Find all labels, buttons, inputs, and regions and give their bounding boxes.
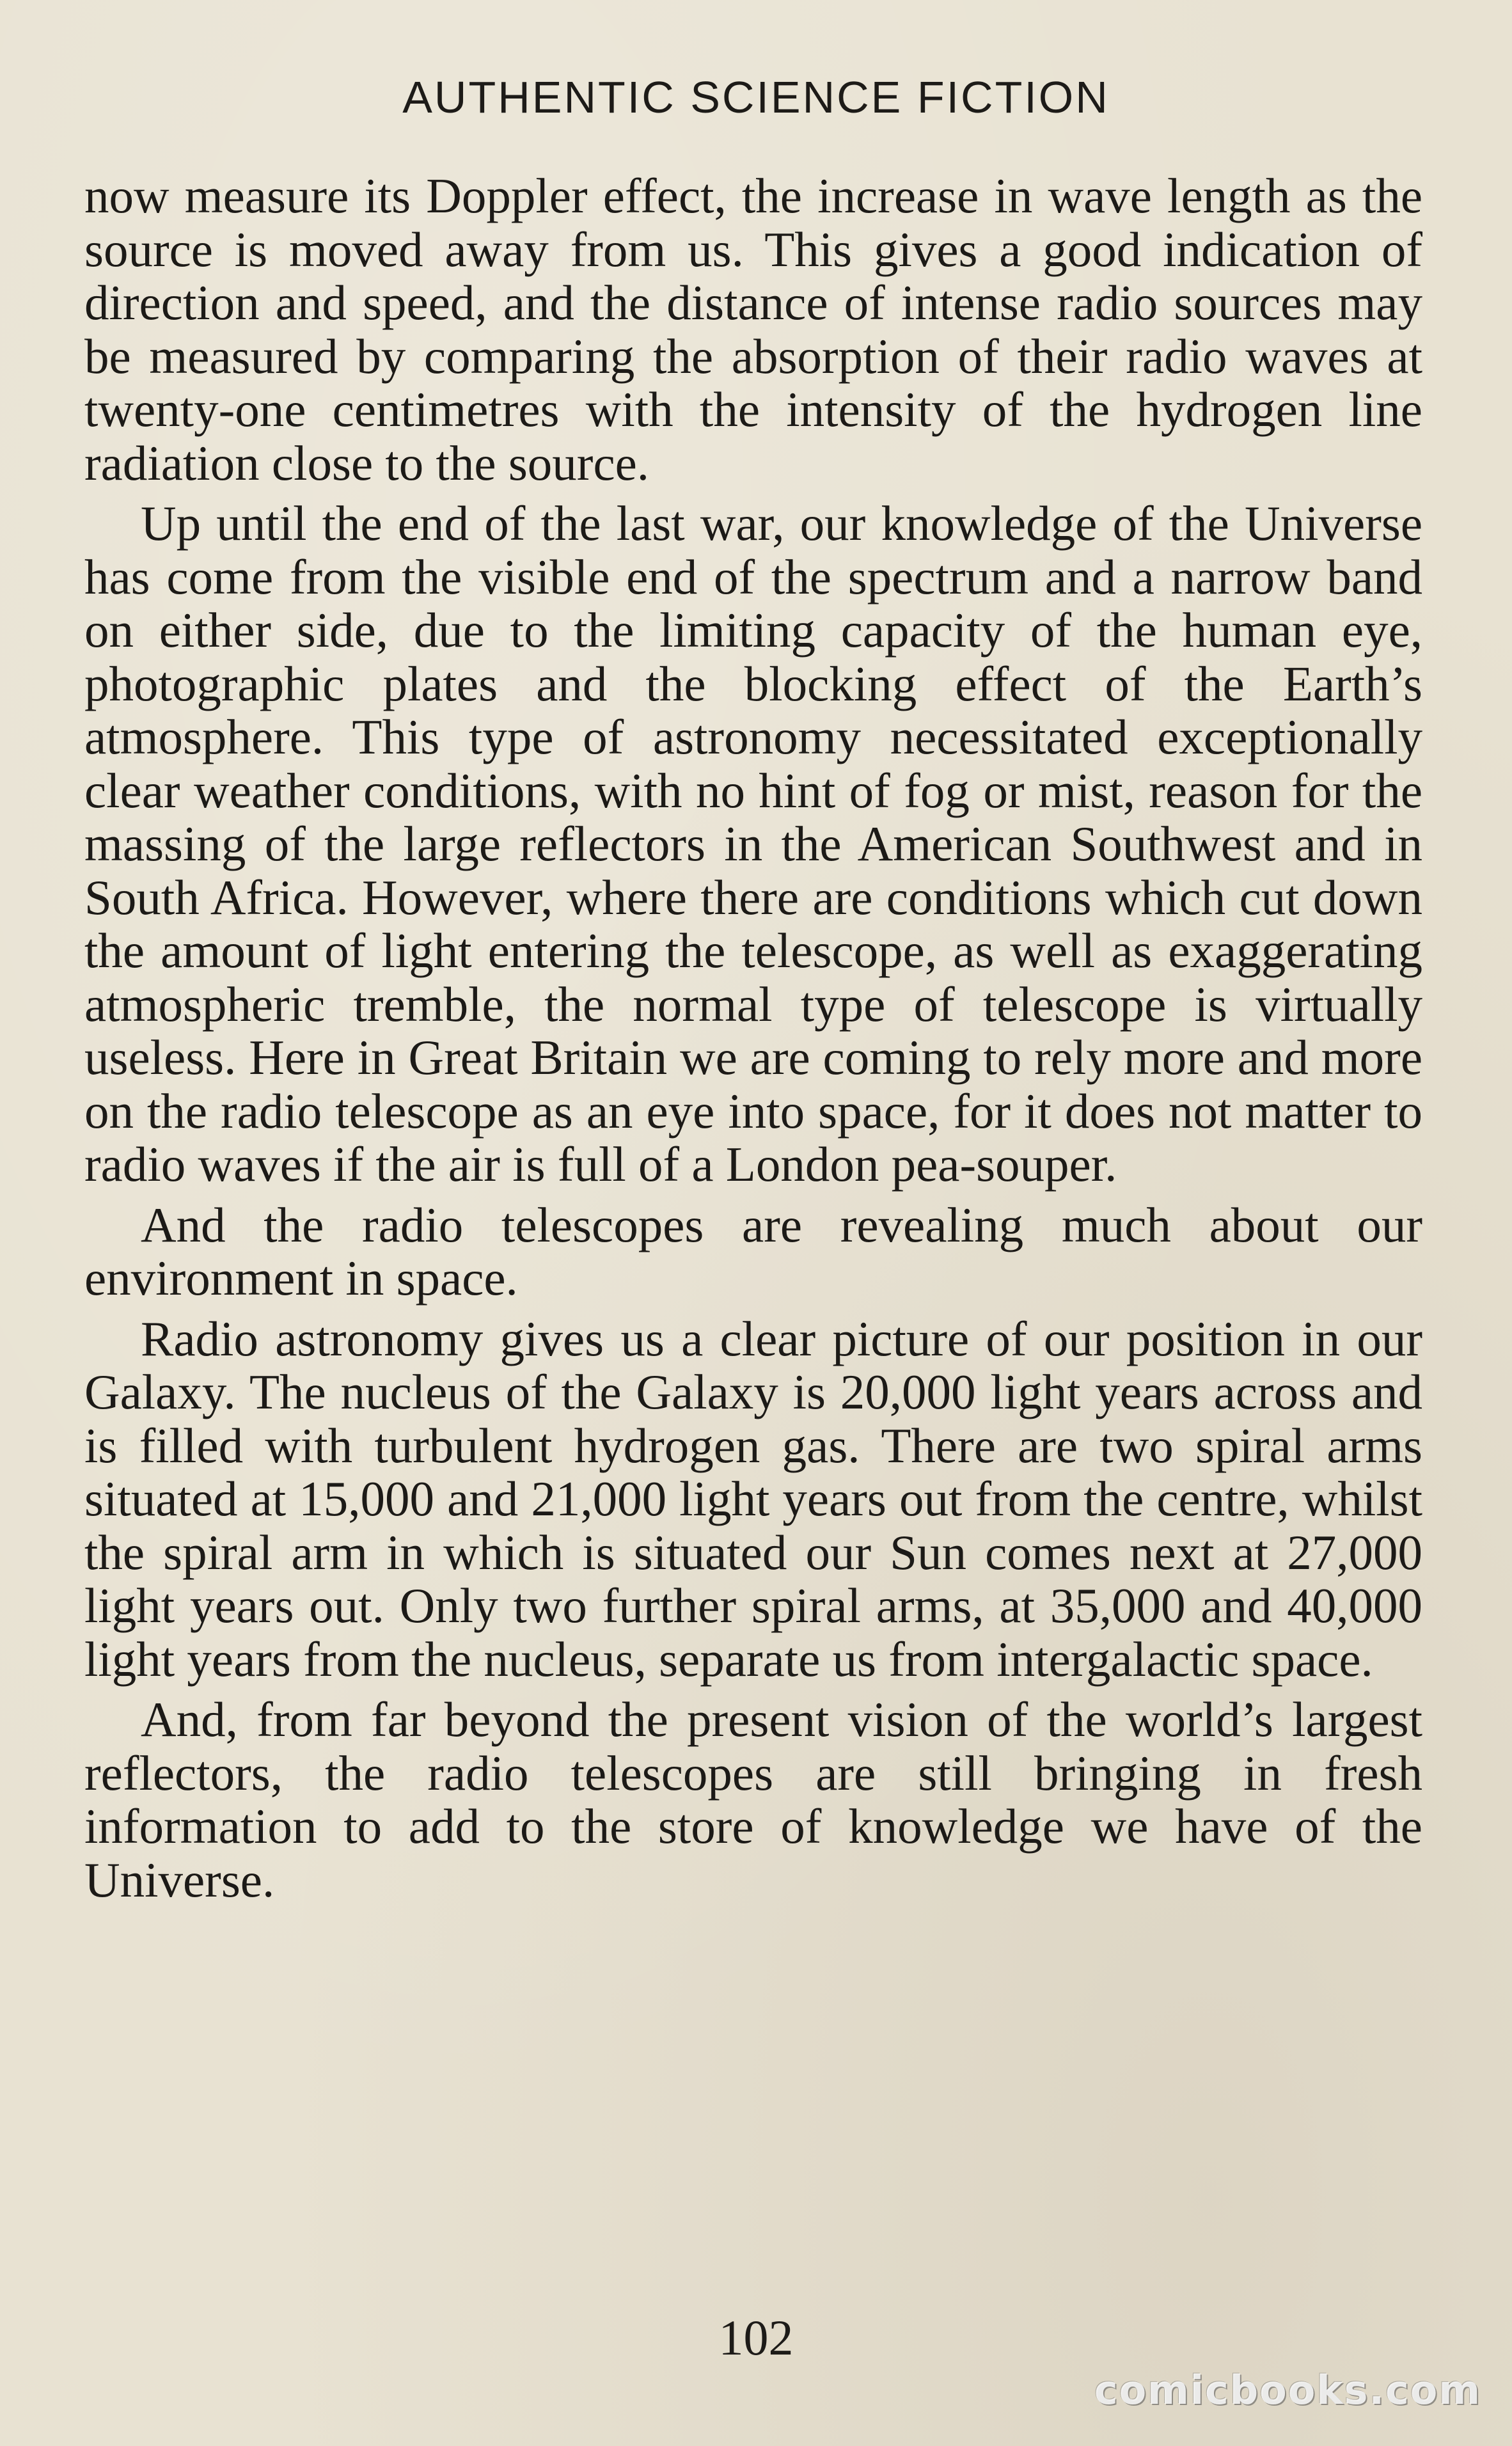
paragraph: And the radio telescopes are revealing much about our environment in space. [84,1197,1422,1306]
paragraph: And, from far beyond the present vision of the world’s largest reflectors, the radio telescopes are still bringing in fresh information to add to the store of knowledge we have of the Universe. [84,1692,1422,1907]
body-text [84,170,1422,1914]
watermark: comicbooks.com [1094,2367,1481,2413]
paragraph-continued: now measure its Doppler effect, the increase in wave length as the source is moved away from us. This gives a good indication of direction and speed, and the distance of intense radio sources may be measured by comparing the absorption of their radio waves at twenty-one centimetres with the intensity of the hydrogen line radiation close to the source. [84,168,1422,491]
paragraph: Up until the end of the last war, our knowledge of the Universe has come from the visible end of the spectrum and a narrow band on either side, due to the limiting capacity of the human eye, photographic plates and the blocking effect of the Earth’s atmosphere. This type of astronomy necessitated exceptionally clear weather conditions, with no hint of fog or mist, reason for the massing of the large reflectors in the American Southwest and in South Africa. However, where there are conditions which cut down the amount of light entering the telescope, as well as exaggerating atmospheric tremble, the normal type of telescope is virtually useless. Here in Great Britain we are coming to rely more and more on the radio telescope as an eye into space, for it does not matter to radio waves if the air is full of a London pea-souper. [84,496,1422,1192]
paragraph: Radio astronomy gives us a clear picture of our position in our Galaxy. The nucleus of the Galaxy is 20,000 light years across and is filled with turbulent hydrogen gas. There are two spiral arms situated at 15,000 and 21,000 light years out from the centre, whilst the spiral arm in which is situated our Sun comes next at 27,000 light years out. Only two further spiral arms, at 35,000 and 40,000 light years from the nucleus, separate us from intergalactic space. [84,1311,1422,1687]
page-number: 102 [718,2310,794,2365]
running-head: AUTHENTIC SCIENCE FICTION [402,72,1110,122]
